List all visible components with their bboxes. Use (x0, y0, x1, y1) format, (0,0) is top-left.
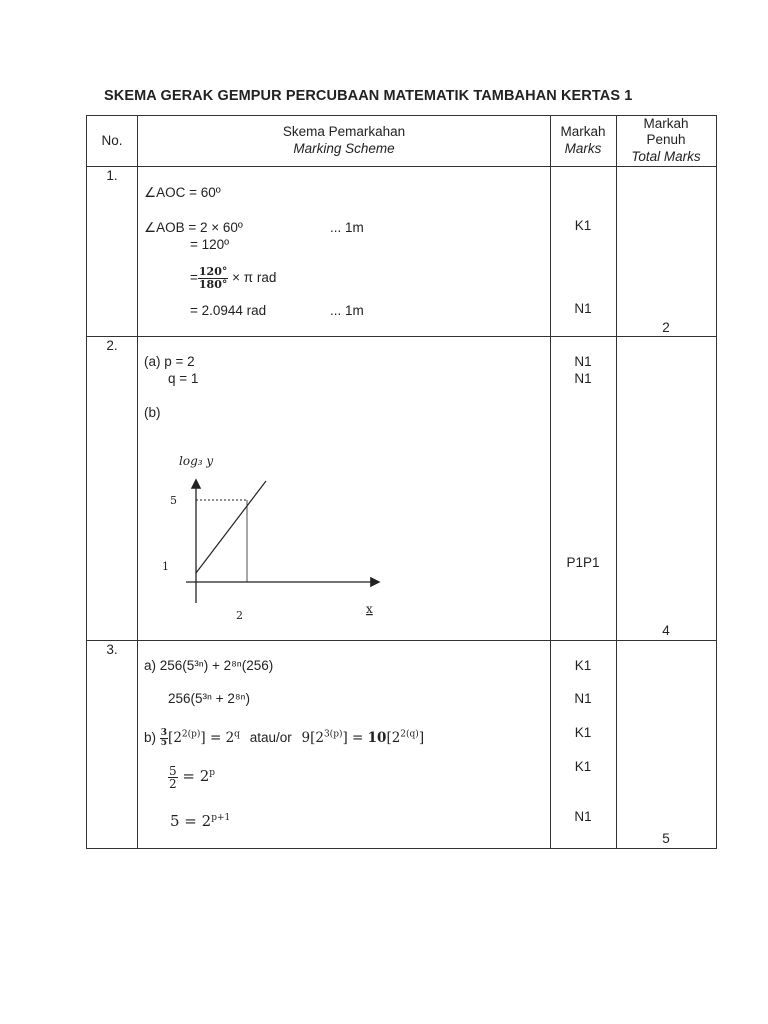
page-title: SKEMA GERAK GEMPUR PERCUBAAN MATEMATIK TAMBAHAN KERTAS 1 (104, 88, 633, 104)
q1-mark-n1: N1 (574, 301, 592, 316)
q1-line2-note: ... 1m (330, 220, 364, 235)
q3-b-line (144, 727, 424, 749)
q1-line4-rest: × π rad (232, 270, 277, 285)
q1-line5-note: ... 1m (330, 303, 364, 318)
q1-line5: = 2.0944 rad (190, 303, 267, 318)
q1-line2: ∠AOB = 2 × 60º (144, 220, 243, 235)
q2-a-q: q = 1 (168, 371, 199, 386)
graph-y-tick-5: 5 (170, 494, 177, 507)
q3-b-prefix: b) (144, 730, 157, 745)
col-divider (86, 115, 87, 849)
q3-a-line2: 256(5³ⁿ + 2⁸ⁿ) (168, 691, 250, 706)
row-divider (86, 336, 717, 337)
header-total-en: Total Marks (631, 149, 701, 164)
graph-x-tick-2: 2 (236, 609, 243, 622)
header-scheme-ms: Skema Pemarkahan (282, 124, 406, 139)
graph-xlabel: x (366, 602, 373, 616)
row-divider (86, 166, 717, 167)
q3-b-fraction: $\frac{3}{5}$ (160, 727, 168, 748)
q1-line3: = 120º (190, 237, 230, 252)
q1-line4-eq: = (190, 270, 198, 285)
graph-y-tick-1: 1 (162, 560, 169, 573)
q2-number: 2. (106, 338, 118, 353)
marking-scheme-table (86, 115, 717, 849)
header-no: No. (101, 133, 123, 148)
header-marks-ms: Markah (560, 124, 606, 139)
col-divider (137, 115, 138, 849)
q3-mark-k1-b2: K1 (574, 759, 592, 774)
header-marks-en: Marks (564, 141, 602, 156)
q3-b-eq1: $\frac{5}{2}$ = $2^p$ (169, 763, 216, 791)
q3-a-line1: a) 256(5³ⁿ) + 2⁸ⁿ(256) (144, 658, 274, 673)
q3-mark-n1-b: N1 (574, 809, 592, 824)
row-divider (86, 640, 717, 641)
q3-b-eq2: $5 = 2^{p+1}$ (170, 812, 231, 830)
header-total-ms-1: Markah (643, 116, 689, 131)
header-total-ms-2: Penuh (646, 132, 686, 147)
header-scheme-en: Marking Scheme (293, 141, 395, 156)
table-border-right (716, 115, 717, 849)
col-divider (616, 115, 617, 849)
q3-b-mid: atau/or (249, 730, 292, 745)
q3-mark-k1-b: K1 (574, 725, 592, 740)
q1-total: 2 (662, 320, 670, 335)
q2-a-p: (a) p = 2 (144, 354, 195, 369)
q3-mark-k1-a: K1 (574, 658, 592, 673)
q2-mark-p1p1: P1P1 (566, 555, 600, 570)
table-border-bottom (86, 848, 717, 849)
graph-line (196, 481, 266, 573)
q3-total: 5 (662, 831, 670, 846)
q1-line4 (190, 261, 276, 295)
q2-mark-n1-q: N1 (574, 371, 592, 386)
q1-mark-k1: K1 (574, 218, 592, 233)
q1-fraction-numerator: 120° (198, 264, 228, 278)
q1-fraction-denominator: 180° (198, 277, 228, 291)
q1-fraction (198, 266, 228, 291)
log-graph (146, 445, 406, 625)
q2-mark-n1-p: N1 (574, 354, 592, 369)
q2-b: (b) (144, 405, 161, 420)
q3-b-expr1: $[2^{2(p)}] = 2^q$ (168, 729, 240, 746)
q1-line1: ∠AOC = 60º (144, 185, 221, 200)
q2-total: 4 (662, 623, 670, 638)
q3-number: 3. (106, 642, 118, 657)
graph-ylabel: log₃ y (179, 454, 214, 468)
q3-b-expr2: $9[2^{3(p)}] = 10[2^{2(q)}]$ (301, 729, 425, 746)
q3-mark-n1-a: N1 (574, 691, 592, 706)
q1-number: 1. (106, 168, 118, 183)
